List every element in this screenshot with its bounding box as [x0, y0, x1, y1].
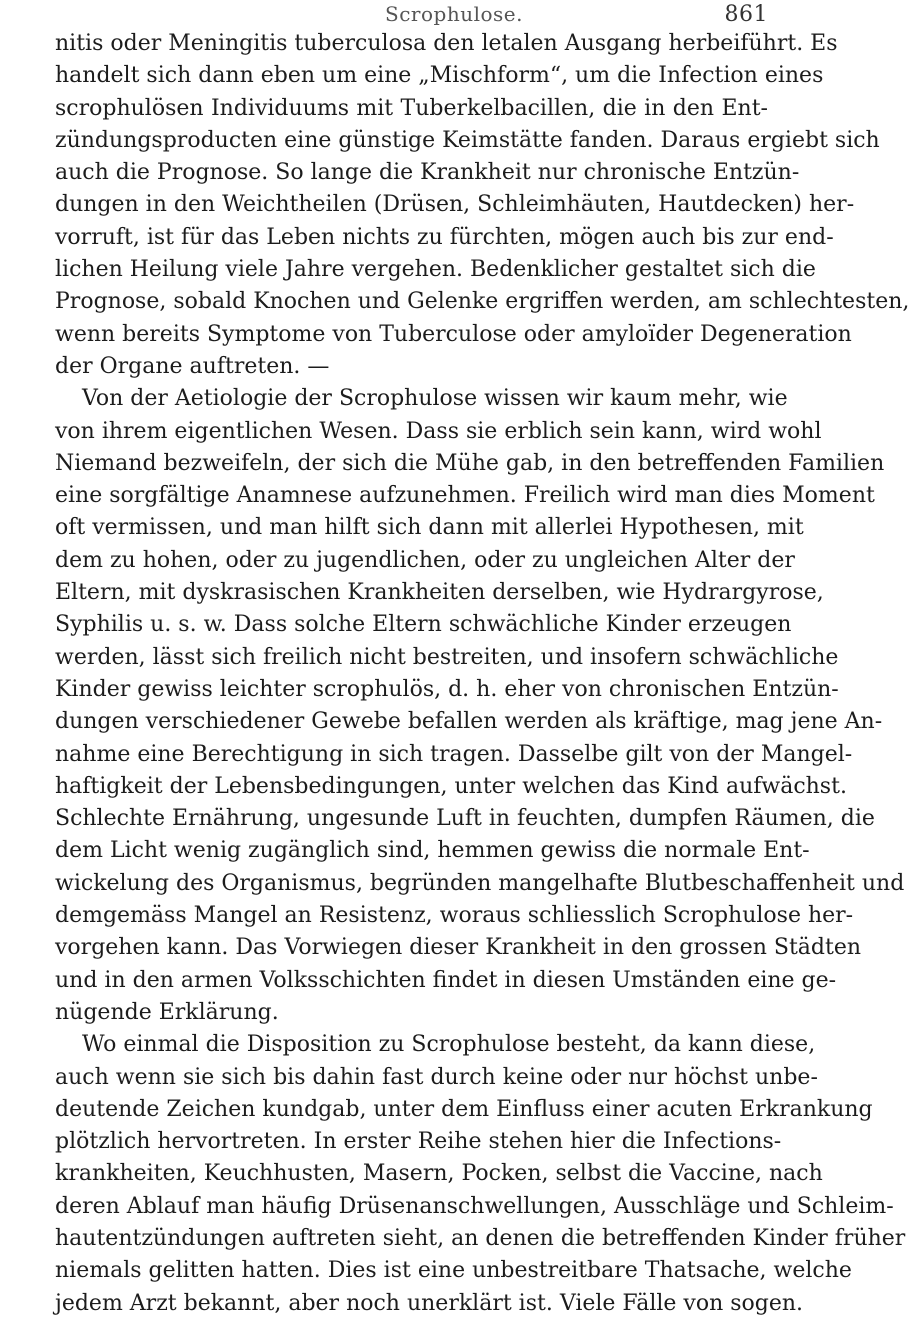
- text-line: Niemand bezweifeln, der sich die Mühe gab, in den betreffenden Familien: [55, 450, 885, 476]
- text-line: vorruft, ist für das Leben nichts zu fürchten, mögen auch bis zur end-: [55, 224, 834, 250]
- text-line: jedem Arzt bekannt, aber noch unerklärt ist. Viele Fälle von sogen.: [55, 1290, 804, 1316]
- text-line: dungen verschiedener Gewebe befallen werden als kräftige, mag jene An-: [55, 709, 883, 735]
- text-line: scrophulösen Individuums mit Tuberkelbacillen, die in den Ent-: [55, 95, 768, 121]
- text-line: zündungsproducten eine günstige Keimstätte fanden. Daraus ergiebt sich: [55, 127, 880, 153]
- text-line: Kinder gewiss leichter scrophulös, d. h. eher von chronischen Entzün-: [55, 676, 839, 702]
- text-line: lichen Heilung viele Jahre vergehen. Bedenklicher gestaltet sich die: [55, 257, 816, 283]
- text-line: deren Ablauf man häufig Drüsenanschwellungen, Ausschläge und Schleim-: [55, 1193, 894, 1219]
- text-line: deutende Zeichen kundgab, unter dem Einfluss einer acuten Erkrankung: [55, 1096, 873, 1122]
- text-line: Eltern, mit dyskrasischen Krankheiten derselben, wie Hydrargyrose,: [55, 580, 824, 606]
- text-line: Wo einmal die Disposition zu Scrophulose besteht, da kann diese,: [82, 1032, 816, 1058]
- text-line: eine sorgfältige Anamnese aufzunehmen. Freilich wird man dies Moment: [55, 483, 875, 509]
- text-line: nahme eine Berechtigung in sich tragen. Dasselbe gilt von der Mangel-: [55, 741, 853, 767]
- text-line: und in den armen Volksschichten findet in diesen Umständen eine ge-: [55, 967, 837, 993]
- text-line: auch wenn sie sich bis dahin fast durch keine oder nur höchst unbe-: [55, 1064, 818, 1090]
- text-line: werden, lässt sich freilich nicht bestreiten, und insofern schwächliche: [55, 644, 839, 670]
- text-line: oft vermissen, und man hilft sich dann mit allerlei Hypothesen, mit: [55, 515, 804, 541]
- text-line: Von der Aetiologie der Scrophulose wissen wir kaum mehr, wie: [82, 386, 788, 412]
- text-line: Schlechte Ernährung, ungesunde Luft in feuchten, dumpfen Räumen, die: [55, 806, 875, 832]
- text-line: von ihrem eigentlichen Wesen. Dass sie erblich sein kann, wird wohl: [55, 418, 822, 444]
- text-line: haftigkeit der Lebensbedingungen, unter welchen das Kind aufwächst.: [55, 773, 847, 799]
- text-line: vorgehen kann. Das Vorwiegen dieser Krankheit in den grossen Städten: [55, 935, 862, 961]
- text-line: krankheiten, Keuchhusten, Masern, Pocken, selbst die Vaccine, nach: [55, 1161, 823, 1187]
- page-number: 861: [724, 2, 768, 27]
- text-line: niemals gelitten hatten. Dies ist eine unbestreitbare Thatsache, welche: [55, 1258, 852, 1284]
- text-line: handelt sich dann eben um eine „Mischform“, um die Infection eines: [55, 63, 824, 89]
- text-line: dem zu hohen, oder zu jugendlichen, oder zu ungleichen Alter der: [55, 547, 795, 573]
- text-line: Syphilis u. s. w. Dass solche Eltern schwächliche Kinder erzeugen: [55, 612, 792, 638]
- text-line: dem Licht wenig zugänglich sind, hemmen gewiss die normale Ent-: [55, 838, 810, 864]
- text-line: wenn bereits Symptome von Tuberculose oder amyloïder Degeneration: [55, 321, 852, 347]
- text-line: nitis oder Meningitis tuberculosa den letalen Ausgang herbeiführt. Es: [55, 31, 838, 56]
- text-line: demgemäss Mangel an Resistenz, woraus schliesslich Scrophulose her-: [55, 903, 854, 929]
- text-line: dungen in den Weichtheilen (Drüsen, Schleimhäuten, Hautdecken) her-: [55, 192, 855, 218]
- text-line: Prognose, sobald Knochen und Gelenke ergriffen werden, am schlechtesten,: [55, 289, 909, 315]
- text-line: der Organe auftreten. —: [55, 353, 330, 379]
- text-line: plötzlich hervortreten. In erster Reihe stehen hier die Infections-: [55, 1129, 782, 1155]
- text-line: auch die Prognose. So lange die Krankheit nur chronische Entzün-: [55, 160, 800, 186]
- running-title: Scrophulose.: [385, 2, 523, 26]
- text-line: nügende Erklärung.: [55, 999, 279, 1025]
- page-header: [140, 2, 768, 28]
- body-text: [55, 28, 909, 1320]
- text-line: hautentzündungen auftreten sieht, an denen die betreffenden Kinder früher: [55, 1225, 906, 1251]
- text-line: wickelung des Organismus, begründen mangelhafte Blutbeschaffenheit und: [55, 870, 905, 896]
